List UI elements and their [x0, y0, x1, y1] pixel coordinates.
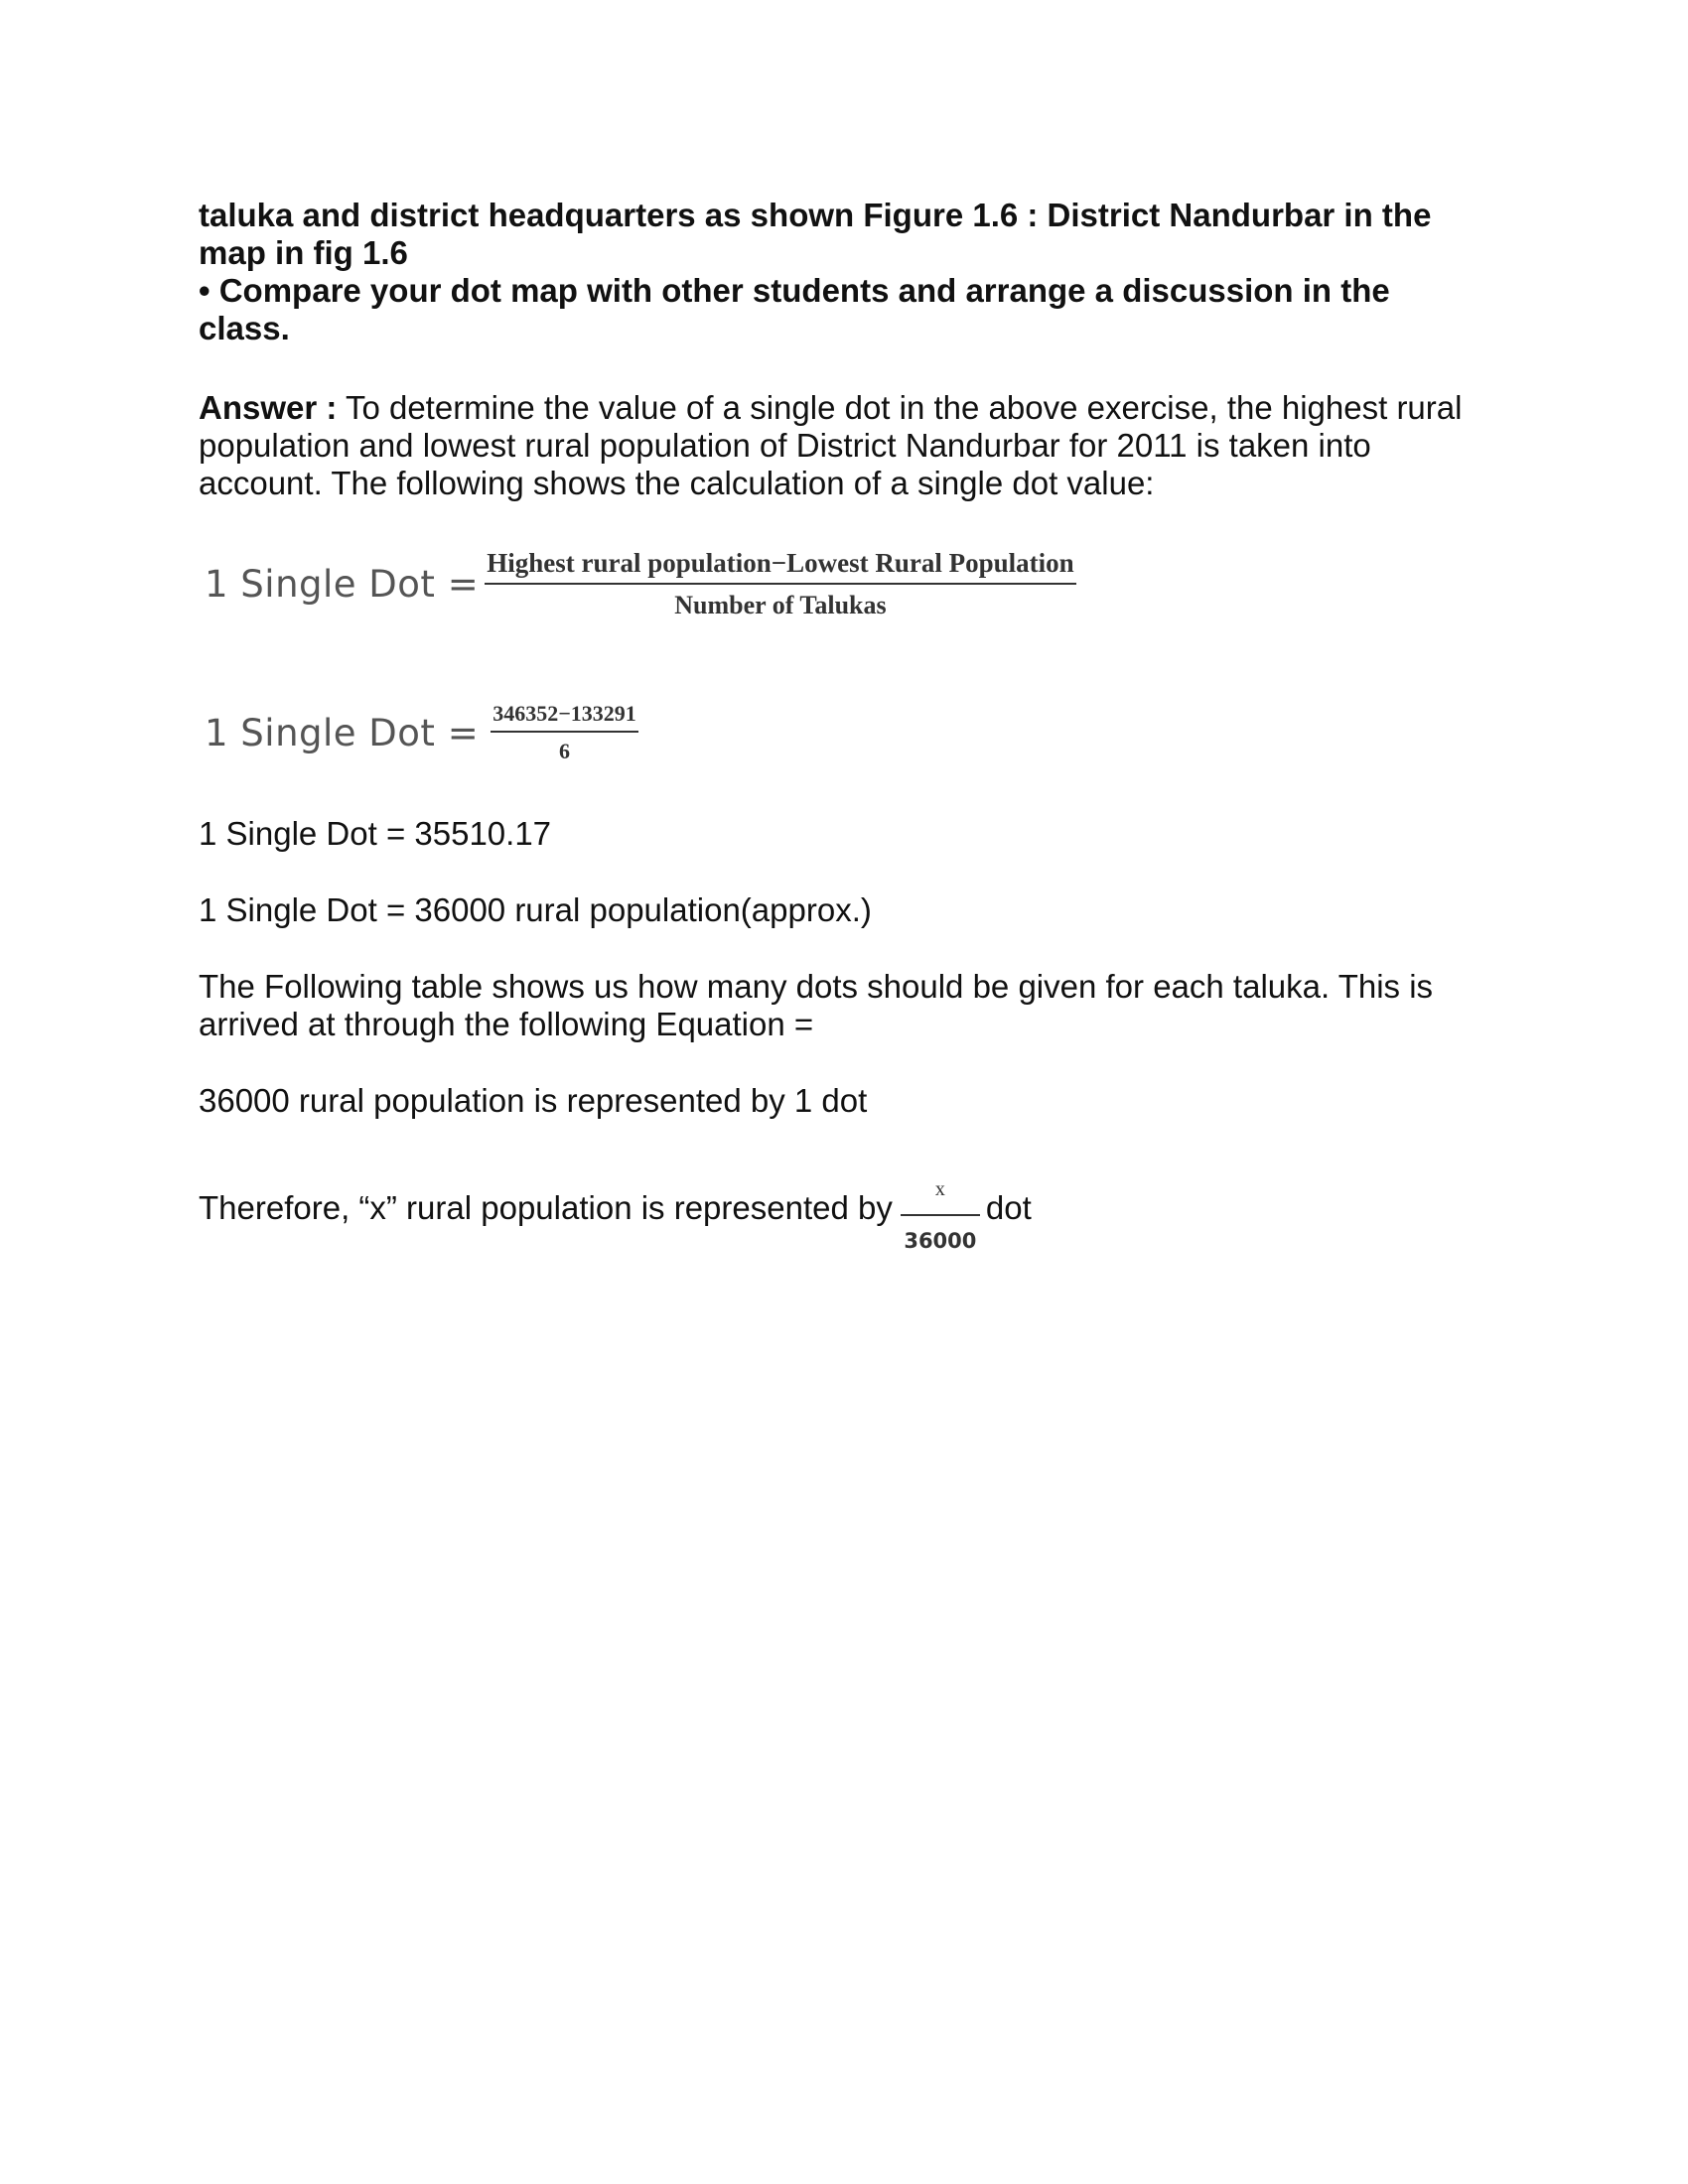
- table-intro-text: The Following table shows us how many dots should be given for each taluka. This is arrived at through the following Equation =: [199, 968, 1434, 1042]
- answer-paragraph: [199, 389, 1499, 502]
- result-exact: [199, 815, 1509, 853]
- represented-text: 36000 rural population is represented by 1 dot: [199, 1082, 868, 1119]
- therefore-prefix: Therefore, “x” rural population is represented by: [199, 1189, 893, 1226]
- formula-values-fraction: [491, 701, 638, 764]
- heading-block: [199, 197, 1489, 347]
- formula-general: [205, 548, 1076, 620]
- answer-label: Answer :: [199, 389, 338, 426]
- represented-line: [199, 1082, 1509, 1120]
- therefore-paragraph: [199, 1178, 1509, 1290]
- result-approx: [199, 891, 1509, 929]
- result-exact-text: 1 Single Dot = 35510.17: [199, 815, 552, 852]
- formula-values: [205, 701, 638, 764]
- therefore-fraction: [901, 1170, 980, 1260]
- formula-general-lhs: 1 Single Dot =: [205, 563, 480, 606]
- therefore-denominator: 36000: [904, 1229, 977, 1253]
- formula-values-denominator: 6: [558, 739, 570, 763]
- heading-line-1: taluka and district headquarters as shown Figure 1.6 : District Nandurbar in the map in fig 1.6: [199, 197, 1432, 271]
- therefore-suffix: dot: [985, 1189, 1032, 1226]
- formula-values-numerator: 346352−133291: [491, 701, 638, 733]
- formula-general-fraction: [485, 548, 1075, 620]
- formula-general-denominator: Number of Talukas: [674, 591, 887, 619]
- result-approx-text: 1 Single Dot = 36000 rural population(approx.): [199, 891, 872, 928]
- formula-values-lhs: 1 Single Dot =: [205, 711, 480, 754]
- formula-general-numerator: Highest rural population−Lowest Rural Population: [485, 548, 1075, 585]
- table-intro-paragraph: [199, 968, 1509, 1043]
- answer-text: To determine the value of a single dot in the above exercise, the highest rural population and lowest rural population of District Nandurbar for 2011 is taken into account. The following shows the calculation of a single dot value:: [199, 389, 1463, 501]
- therefore-numerator: x: [901, 1170, 980, 1216]
- heading-line-2: • Compare your dot map with other students and arrange a discussion in the class.: [199, 272, 1390, 346]
- therefore-line: [199, 1178, 1509, 1290]
